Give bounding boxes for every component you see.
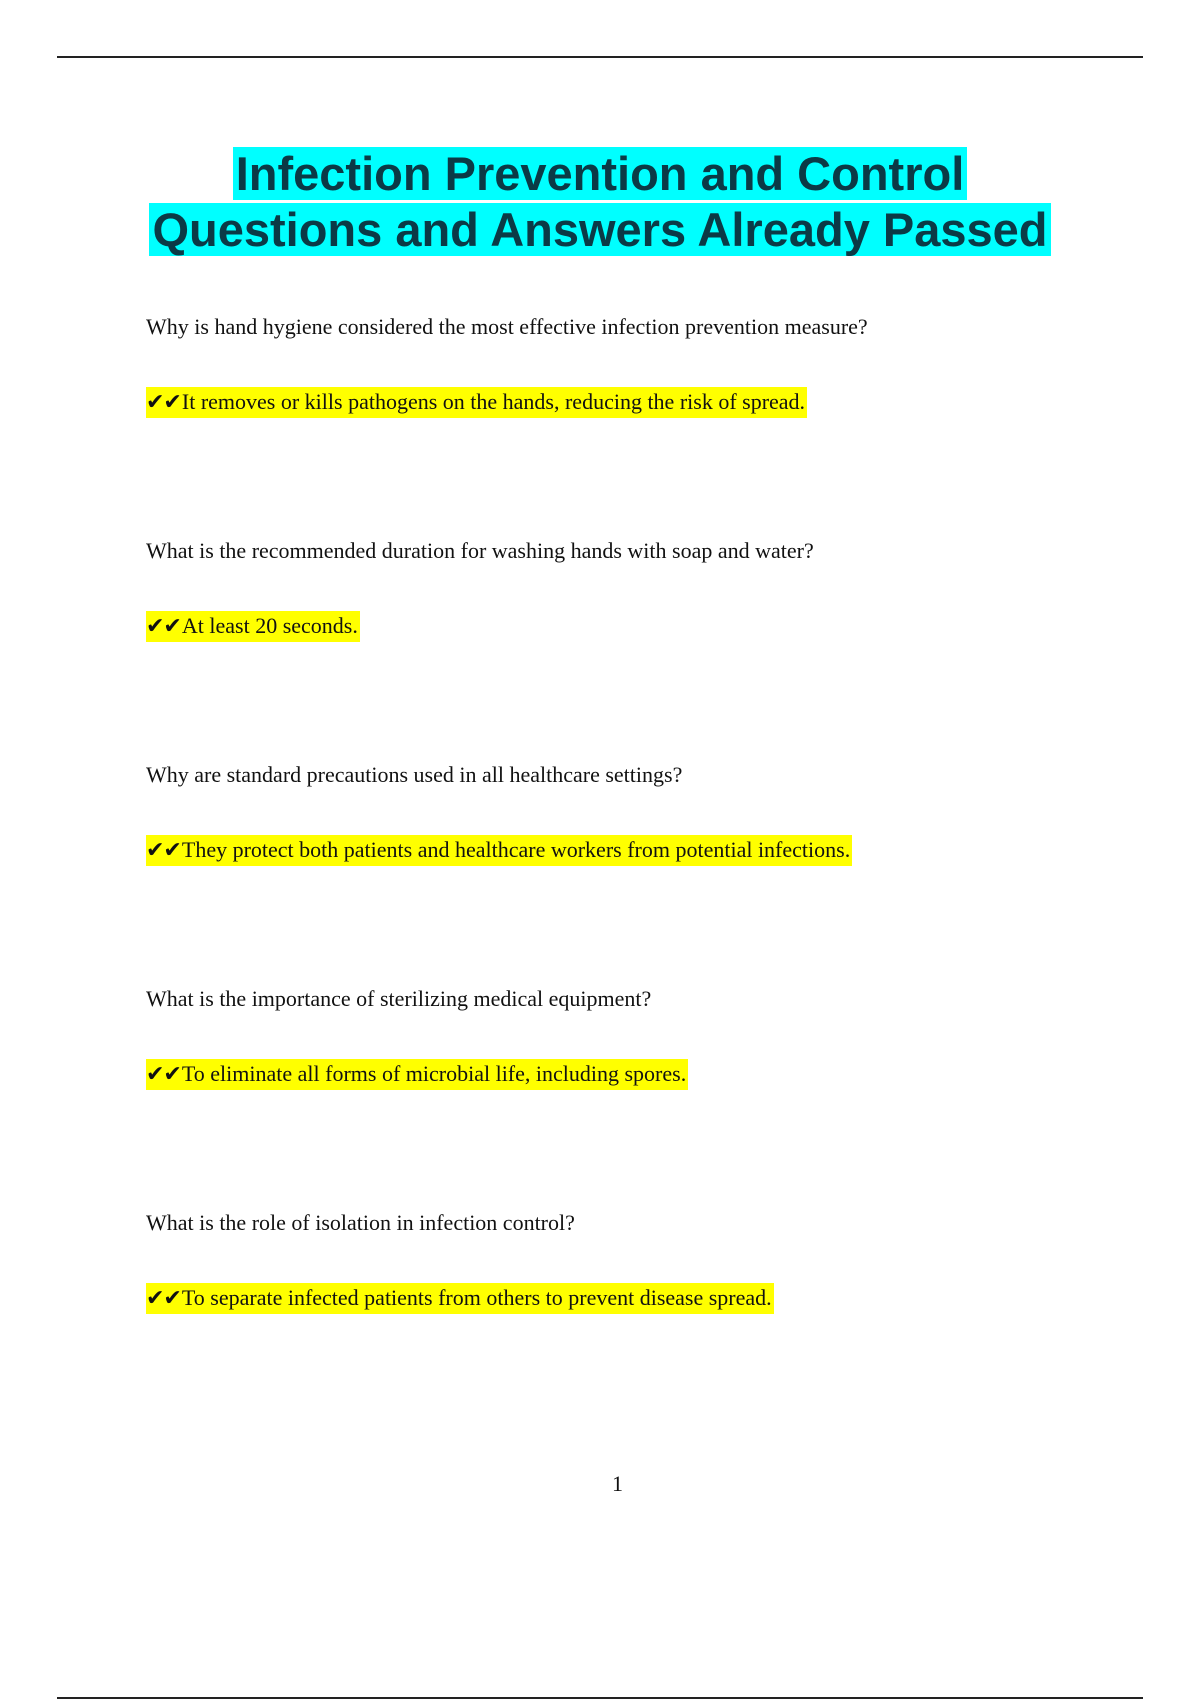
- document-title: [0, 146, 1200, 258]
- answer-label: To eliminate all forms of microbial life, including spores.: [181, 1061, 687, 1086]
- question-text: Why are standard precautions used in all healthcare settings?: [146, 762, 683, 787]
- answer-label: They protect both patients and healthcare workers from potential infections.: [181, 837, 851, 862]
- answer-label: To separate infected patients from others to prevent disease spread.: [181, 1285, 772, 1310]
- answer-text: [146, 611, 360, 642]
- answer-text: [146, 387, 807, 418]
- title-line-1: Infection Prevention and Control: [233, 147, 968, 200]
- double-check-icon: ✔✔: [146, 838, 181, 863]
- question-text: Why is hand hygiene considered the most effective infection prevention measure?: [146, 314, 868, 339]
- question-text: What is the role of isolation in infection control?: [146, 1210, 575, 1235]
- answer-text: [146, 835, 852, 866]
- answer-text: [146, 1059, 688, 1090]
- answer-label: At least 20 seconds.: [181, 613, 358, 638]
- top-rule: [57, 56, 1143, 58]
- title-line-2: Questions and Answers Already Passed: [149, 203, 1050, 256]
- page-number: 1: [612, 1471, 623, 1496]
- double-check-icon: ✔✔: [146, 1286, 181, 1311]
- question-text: What is the recommended duration for washing hands with soap and water?: [146, 538, 814, 563]
- answer-text: [146, 1283, 774, 1314]
- answer-label: It removes or kills pathogens on the hands, reducing the risk of spread.: [181, 389, 806, 414]
- double-check-icon: ✔✔: [146, 1062, 181, 1087]
- bottom-rule: [57, 1697, 1143, 1699]
- double-check-icon: ✔✔: [146, 390, 181, 415]
- double-check-icon: ✔✔: [146, 614, 181, 639]
- question-text: What is the importance of sterilizing medical equipment?: [146, 986, 652, 1011]
